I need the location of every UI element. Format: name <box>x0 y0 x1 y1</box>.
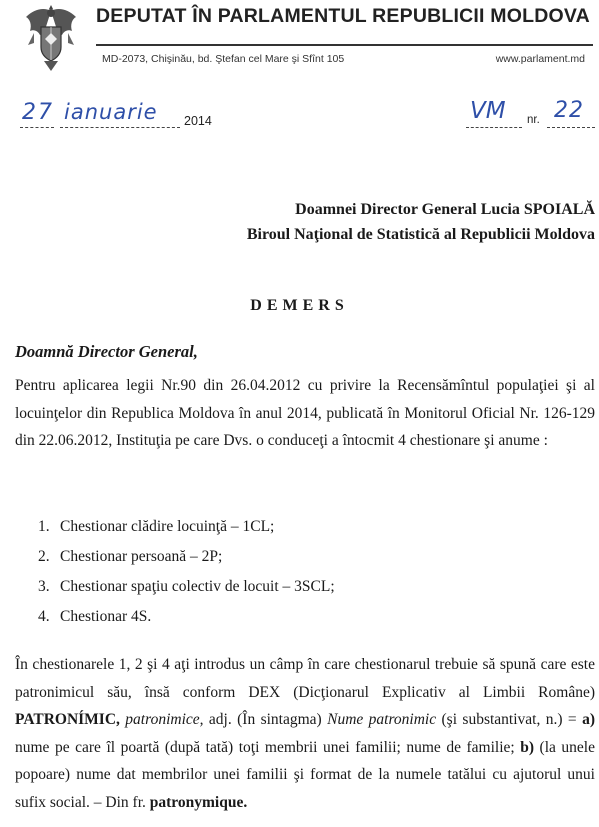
list-item: 3. Chestionar spaţiu colectiv de locuit – 3SCL; <box>38 578 335 595</box>
date-month: ianuarie <box>64 100 158 124</box>
recipient-name: Doamnei Director General Lucia SPOIALĂ <box>295 201 595 218</box>
recipient-institution: Biroul Naţional de Statistică al Republicii Moldova <box>246 226 595 243</box>
date-year: 2014 <box>184 114 212 128</box>
letterhead-address: MD-2073, Chişinău, bd. Ştefan cel Mare şi Sfînt 105 <box>102 53 345 65</box>
date-month-underline <box>60 127 180 128</box>
intro-paragraph: Pentru aplicarea legii Nr.90 din 26.04.2012 cu privire la Recensămîntul populaţiei şi al locuinţelor din Republica Moldova în anul 2014, publicată în Monitorul Oficial Nr. 126-129 din 22.06.2012, Instituţia pe care Dvs. o conduceţi a întocmit 4 chestionare şi anume : <box>15 377 595 450</box>
salutation: Doamnă Director General, <box>15 342 198 361</box>
letterhead-website: www.parlament.md <box>495 53 585 65</box>
definition-paragraph: În chestionarele 1, 2 şi 4 aţi introdus un câmp în care chestionarul trebuie să spună care este patronimicul său, însă conform DEX (Dicţionarul Explicativ al Limbii Române) PATRONÍMIC, patronimice, adj. (În sintagma) Nume patronimic (şi substantivat, n.) = a) nume pe care îl poartă (după tată) toţi membrii unei familii; nume de familie; b) (la unele popoare) nume dat membrilor unei familii şi format de la numele tatălui cu ajutorul unui sufix social. – Din fr. patronymique. <box>15 656 595 811</box>
questionnaire-list <box>38 512 335 632</box>
date-day: 27 <box>22 100 54 125</box>
reference-code-underline <box>466 127 522 128</box>
reference-number: 22 <box>554 98 584 123</box>
reference-line <box>14 98 594 132</box>
letterhead <box>0 0 599 78</box>
letterhead-divider <box>96 44 593 46</box>
letterhead-title: DEPUTAT ÎN PARLAMENTUL REPUBLICII MOLDOVA <box>96 5 590 27</box>
reference-code: VM <box>470 98 506 124</box>
coat-of-arms-icon <box>22 3 80 73</box>
date-day-underline <box>20 127 54 128</box>
reference-number-underline <box>547 127 595 128</box>
document-title: DEMERS <box>250 297 349 314</box>
reference-nr-label: nr. <box>527 114 540 126</box>
recipient-block <box>247 197 595 247</box>
list-item: 1. Chestionar clădire locuinţă – 1CL; <box>38 518 275 535</box>
list-item: 4. Chestionar 4S. <box>38 608 152 625</box>
list-item: 2. Chestionar persoană – 2P; <box>38 548 223 565</box>
